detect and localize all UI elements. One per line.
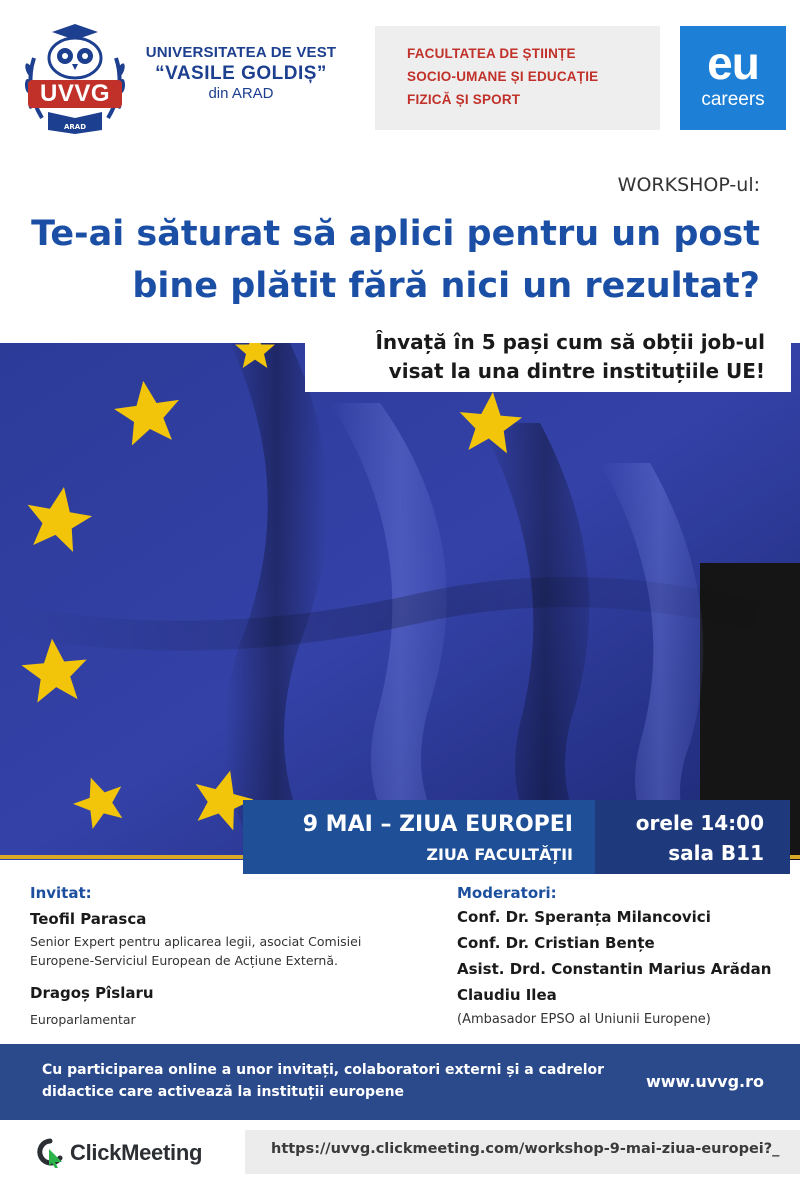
moderator-name: Conf. Dr. Speranța Milancovici [457,908,711,926]
clickmeeting-icon [36,1138,64,1168]
website-link[interactable]: www.uvvg.ro [645,1072,764,1091]
guest-description [30,1010,430,1029]
invited-title: Invitat: [30,884,92,902]
university-logo [20,18,130,136]
moderator-name: Asist. Drd. Constantin Marius Arădan [457,960,772,978]
event-time: orele 14:00 [635,811,764,835]
moderators-title: Moderatori: [457,884,557,902]
subtitle-line: visat la una dintre instituțiile UE! [388,359,765,383]
event-date: 9 MAI – ZIUA EUROPEI [302,812,573,837]
svg-text:ARAD: ARAD [63,123,87,131]
faculty-box [375,26,660,130]
moderator-note: (Ambasador EPSO al Uniunii Europene) [457,1012,711,1027]
subtitle-line: Învață în 5 pași cum să obții job-ul [375,330,765,354]
logo-text: UVVG [39,80,110,107]
guest-desc-line: Europarlamentar [30,1012,136,1027]
university-name [136,44,346,104]
event-subtitle: ZIUA FACULTĂȚII [426,845,573,864]
eu-careers-logo [680,26,786,130]
workshop-label: WORKSHOP-ul: [617,174,760,196]
event-room: sala B11 [668,841,764,865]
headline [20,208,760,312]
eu-logo-word: eu [707,37,759,89]
clickmeeting-logo [36,1136,202,1170]
university-line-3: din ARAD [208,85,274,103]
info-band [0,1044,800,1120]
university-line-2: “VASILE GOLDIȘ” [155,63,327,85]
info-band-line: Cu participarea online a unor invitați, colaboratori externi și a cadrelor [42,1062,605,1078]
guest-desc-line: Senior Expert pentru aplicarea legii, asociat Comisiei [30,934,362,949]
faculty-line: FIZICĂ ȘI SPORT [407,92,521,107]
clickmeeting-text: ClickMeeting [70,1140,203,1165]
invited-section [30,884,430,1029]
event-date-box [243,800,595,874]
eu-flag-image [0,343,800,860]
info-band-line: didactice care activează la instituții europene [42,1084,405,1100]
guest-desc-line: Europene-Serviciul European de Acțiune Externă. [30,953,338,968]
headline-line: bine plătit fără nici un rezultat? [132,266,760,306]
subtitle-box [305,318,791,392]
headline-line: Te-ai săturat să aplici pentru un post [31,214,760,254]
event-time-box [595,800,790,874]
faculty-line: FACULTATEA DE ȘTIINȚE [407,46,576,61]
faculty-line: SOCIO-UMANE ȘI EDUCAȚIE [407,69,599,84]
guest-description [30,932,430,970]
info-band-text [42,1059,632,1103]
guest-name: Teofil Parasca [30,910,147,928]
meeting-url[interactable]: https://uvvg.clickmeeting.com/workshop-9-mai-ziua-europei?_ [245,1130,800,1174]
eu-logo-sub: careers [701,89,765,110]
guest-name: Dragoș Pîslaru [30,984,154,1002]
moderator-name: Conf. Dr. Cristian Bențe [457,934,655,952]
moderator-name: Claudiu Ilea [457,986,557,1004]
university-line-1: UNIVERSITATEA DE VEST [145,44,337,61]
moderators-section [457,884,800,1032]
